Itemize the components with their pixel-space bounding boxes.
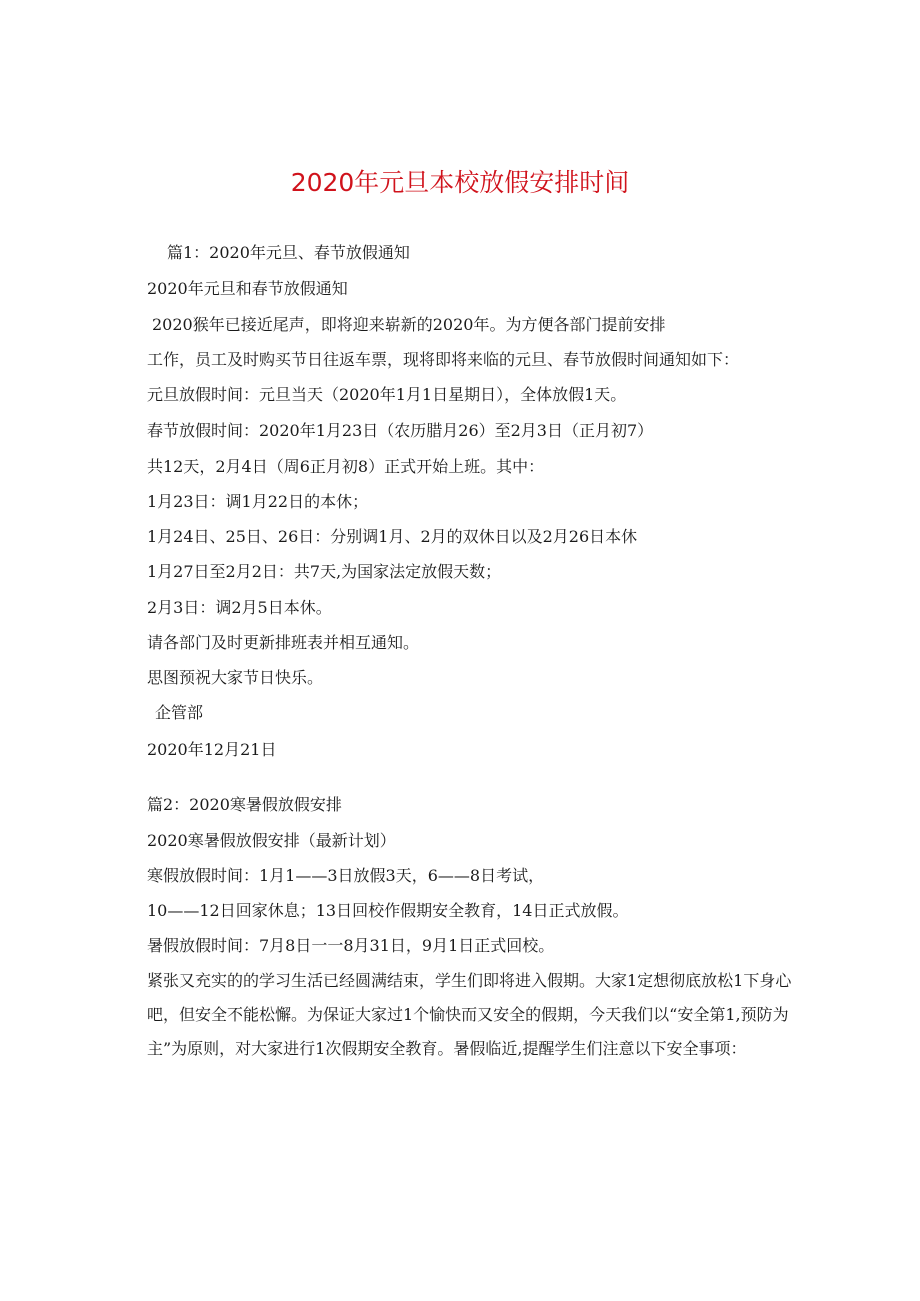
- section2-paragraph: 紧张又充实的的学习生活已经圆满结束，学生们即将进入假期。大家1定想彻底放松1下身心吧，但安全不能松懈。为保证大家过1个愉快而又安全的假期，今天我们以“安全第1,预防为主”为原则，对大家进行1次假期安全教育。暑假临近,提醒学生们注意以下安全事项：: [147, 971, 792, 1058]
- section1-date: 2020年12月21日: [147, 740, 277, 759]
- section2-line: 暑假放假时间：7月8日一一8月31日，9月1日正式回校。: [147, 936, 555, 955]
- section1-line: 元旦放假时间：元旦当天（2020年1月1日星期日），全体放假1天。: [147, 385, 627, 404]
- section1-line: 工作，员工及时购买节日往返车票，现将即将来临的元旦、春节放假时间通知如下：: [147, 350, 740, 369]
- section1-line: 请各部门及时更新排班表并相互通知。: [147, 633, 420, 652]
- section1-line: 1月24日、25日、26日：分别调1月、2月的双休日以及2月26日本休: [147, 527, 638, 546]
- section1-subheading: 2020年元旦和春节放假通知: [147, 279, 348, 298]
- section2-subheading: 2020寒暑假放假安排（最新计划）: [147, 831, 396, 850]
- section1-heading: 篇1：2020年元旦、春节放假通知: [167, 243, 410, 262]
- document-title: 2020年元旦本校放假安排时间: [290, 168, 630, 197]
- section1-line: 共12天，2月4日（周6正月初8）正式开始上班。其中：: [147, 457, 545, 476]
- section1-line: 春节放假时间：2020年1月23日（农历腊月26）至2月3日（正月初7）: [147, 421, 654, 440]
- section1-line: 2月3日：调2月5日本休。: [147, 598, 332, 617]
- section1-line: 1月23日：调1月22日的本休；: [147, 492, 369, 511]
- section1-line: 思图预祝大家节日快乐。: [147, 668, 324, 687]
- section1-line: 1月27日至2月2日：共7天,为国家法定放假天数；: [147, 562, 502, 581]
- section2-line: 寒假放假时间：1月1——3日放假3天，6——8日考试，: [147, 866, 545, 885]
- section2-heading: 篇2：2020寒暑假放假安排: [147, 795, 342, 814]
- section2-line: 10——12日回家休息；13日回校作假期安全教育，14日正式放假。: [147, 901, 629, 920]
- section1-department: 企管部: [155, 703, 204, 722]
- section1-line: 2020猴年已接近尾声，即将迎来崭新的2020年。为方便各部门提前安排: [152, 315, 666, 334]
